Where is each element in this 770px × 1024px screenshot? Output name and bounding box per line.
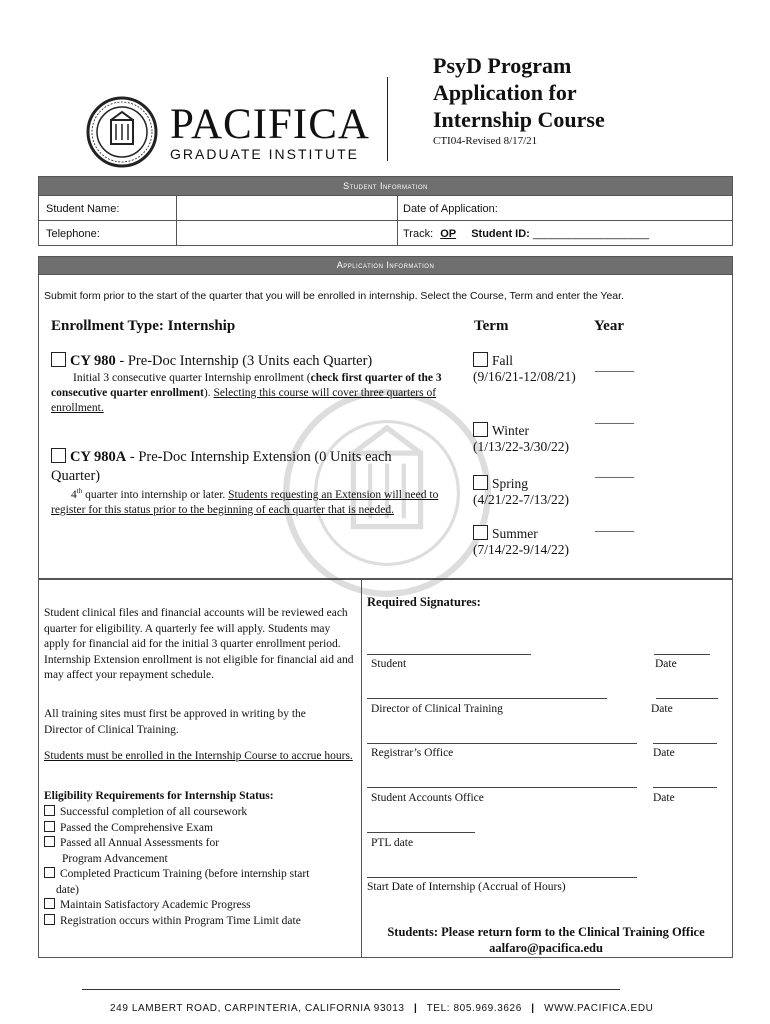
dct-date-label: Date: [651, 703, 673, 715]
footer-telephone: TEL: 805.969.3626: [426, 1003, 522, 1014]
student-signature-line[interactable]: [367, 654, 531, 655]
date-of-application-field[interactable]: [509, 196, 731, 220]
eligibility-item: Registration occurs within Program Time Limit date: [44, 914, 354, 930]
eligibility-item: Passed all Annual Assessments for: [44, 836, 354, 852]
start-date-line[interactable]: [367, 877, 637, 878]
eligibility-item-continued: Program Advancement: [62, 852, 168, 865]
title-line-2: Application for: [433, 80, 577, 105]
term-winter-dates: (1/13/22-3/30/22): [473, 439, 569, 454]
term-summer[interactable]: [473, 525, 569, 558]
term-spring[interactable]: [473, 475, 569, 508]
revision-label: CTI04-Revised 8/17/21: [433, 135, 538, 147]
telephone-field[interactable]: [177, 221, 396, 244]
student-info-table: [38, 176, 733, 246]
dct-date-line[interactable]: [656, 698, 718, 699]
term-fall[interactable]: [473, 352, 576, 385]
eligibility-item: Successful completion of all coursework: [44, 805, 354, 821]
footer-contact: [110, 1003, 670, 1014]
accounts-date-label: Date: [653, 792, 675, 804]
return-email[interactable]: aalfaro@pacifica.edu: [489, 941, 603, 955]
term-heading: Term: [474, 318, 509, 334]
student-info-bar: Student Information: [39, 177, 732, 195]
accounts-date-line[interactable]: [653, 787, 717, 788]
course-cy980a-title: - Pre-Doc Internship Extension (0 Units each Quarter): [51, 449, 392, 484]
term-summer-label: Summer: [492, 526, 538, 541]
footer-divider: [82, 989, 620, 990]
year-winter-field[interactable]: ______: [595, 410, 634, 425]
term-summer-checkbox[interactable]: [473, 525, 488, 540]
footer-separator: |: [531, 1003, 535, 1014]
eligibility-checkbox[interactable]: [44, 898, 55, 909]
eligibility-list: [44, 805, 354, 929]
registrar-signature-line[interactable]: [367, 743, 637, 744]
track-value[interactable]: OP: [440, 228, 457, 240]
pacifica-seal-logo: [86, 96, 158, 168]
course-cy980-title: - Pre-Doc Internship (3 Units each Quarter): [115, 353, 373, 369]
course-cy980-desc-underlined: Selecting this course will cover three quarters of enrollment.: [51, 387, 437, 414]
accounts-signature-line[interactable]: [367, 787, 637, 788]
registrar-date-label: Date: [653, 747, 675, 759]
course-cy980-description: [51, 371, 451, 416]
track-label: Track:: [403, 228, 434, 240]
telephone-label: Telephone:: [46, 228, 100, 240]
student-date-label: Date: [655, 658, 677, 670]
dct-signature-label: Director of Clinical Training: [371, 703, 503, 715]
footer-address: 249 LAMBERT ROAD, CARPINTERIA, CALIFORNIA 93013: [110, 1003, 405, 1014]
course-cy980a-desc-underlined: Students requesting an Extension will need to register for this status prior to the beginning of each quarter that is needed.: [51, 488, 439, 516]
title-line-3: Internship Course: [433, 107, 605, 132]
student-name-label: Student Name:: [46, 203, 120, 215]
course-cy980a-desc-b: quarter into internship or later.: [82, 488, 229, 501]
track-row: [403, 228, 649, 240]
date-of-application-label: Date of Application:: [403, 203, 498, 215]
eligibility-item: Passed the Comprehensive Exam: [44, 821, 354, 837]
footer-website[interactable]: WWW.PACIFICA.EDU: [544, 1003, 654, 1014]
ptl-date-line[interactable]: [367, 832, 475, 833]
course-cy980a-code: CY 980A: [70, 449, 127, 465]
course-cy980a-checkbox[interactable]: [51, 448, 66, 463]
year-heading: Year: [594, 318, 624, 334]
term-winter[interactable]: [473, 422, 569, 455]
title-line-1: PsyD Program: [433, 53, 572, 78]
brand-name: PACIFICA: [170, 101, 370, 148]
instructions-text: Submit form prior to the start of the quarter that you will be enrolled in internship. Select the Course, Term and enter the Year.: [44, 290, 624, 302]
term-summer-dates: (7/14/22-9/14/22): [473, 542, 569, 557]
brand-subtitle: GRADUATE INSTITUTE: [170, 146, 359, 162]
return-instructions: [365, 924, 727, 956]
eligibility-checkbox[interactable]: [44, 836, 55, 847]
ptl-date-label: PTL date: [371, 837, 414, 849]
term-winter-label: Winter: [492, 423, 529, 438]
eligibility-item: Maintain Satisfactory Academic Progress: [44, 898, 354, 914]
document-title: [433, 52, 733, 133]
course-cy980a-desc-sup: th: [76, 487, 83, 495]
review-notice: Student clinical files and financial accounts will be reviewed each quarter for eligibility. A quarterly fee will apply. Students may apply for financial aid for the initial 3 quarter enrollment period. Internship Extension enrollment is not eligible for financial aid and may affect your repayment schedule.: [44, 607, 354, 681]
course-cy980-desc-a: Initial 3 consecutive quarter Internship enrollment (: [73, 372, 311, 384]
eligibility-checkbox[interactable]: [44, 805, 55, 816]
student-id-field[interactable]: ___________________: [532, 228, 650, 240]
dct-signature-line[interactable]: [367, 698, 607, 699]
application-info-bar: Application Information: [39, 257, 732, 274]
eligibility-checkbox[interactable]: [44, 867, 55, 878]
header-divider: [387, 77, 388, 161]
term-spring-dates: (4/21/22-7/13/22): [473, 492, 569, 507]
course-cy980-desc-b: ).: [203, 387, 214, 399]
registrar-date-line[interactable]: [653, 743, 717, 744]
term-winter-checkbox[interactable]: [473, 422, 488, 437]
eligibility-checkbox[interactable]: [44, 914, 55, 925]
student-name-field[interactable]: [177, 196, 396, 220]
year-fall-field[interactable]: ______: [595, 358, 634, 373]
term-fall-checkbox[interactable]: [473, 352, 488, 367]
course-cy980-option[interactable]: [51, 352, 451, 370]
eligibility-checkbox[interactable]: [44, 821, 55, 832]
student-signature-label: Student: [371, 658, 407, 670]
start-date-label: Start Date of Internship (Accrual of Hours): [367, 881, 566, 893]
course-cy980a-desc-a: 4: [71, 488, 77, 501]
accounts-signature-label: Student Accounts Office: [371, 792, 484, 804]
term-fall-dates: (9/16/21-12/08/21): [473, 369, 576, 384]
term-fall-label: Fall: [492, 353, 514, 368]
eligibility-heading: Eligibility Requirements for Internship Status:: [44, 790, 274, 802]
year-spring-field[interactable]: ______: [595, 464, 634, 479]
term-spring-label: Spring: [492, 476, 529, 491]
enrollment-heading: Enrollment Type: Internship: [51, 318, 236, 334]
return-instructions-line1: Students: Please return form to the Clinical Training Office: [387, 925, 705, 939]
course-cy980-checkbox[interactable]: [51, 352, 66, 367]
registrar-signature-label: Registrar’s Office: [371, 747, 454, 759]
course-cy980-code: CY 980: [70, 353, 116, 369]
signatures-heading: Required Signatures:: [367, 595, 481, 609]
year-summer-field[interactable]: ______: [595, 518, 634, 533]
student-date-line[interactable]: [654, 654, 710, 655]
eligibility-item: Completed Practicum Training (before internship start: [44, 867, 354, 883]
course-cy980a-option[interactable]: [51, 448, 421, 486]
course-cy980-desc-bold: check first quarter of the 3 consecutive quarter enrollment: [51, 372, 442, 399]
term-spring-checkbox[interactable]: [473, 475, 488, 490]
footer-separator: |: [413, 1003, 418, 1014]
course-cy980a-description: [51, 484, 451, 518]
site-approval-notice: All training sites must first be approved in writing by the Director of Clinical Training.: [44, 708, 306, 736]
student-id-label: Student ID:: [471, 228, 530, 240]
eligibility-item-continued: date): [56, 883, 79, 896]
enrollment-accrual-notice: Students must be enrolled in the Internship Course to accrue hours.: [44, 750, 353, 762]
